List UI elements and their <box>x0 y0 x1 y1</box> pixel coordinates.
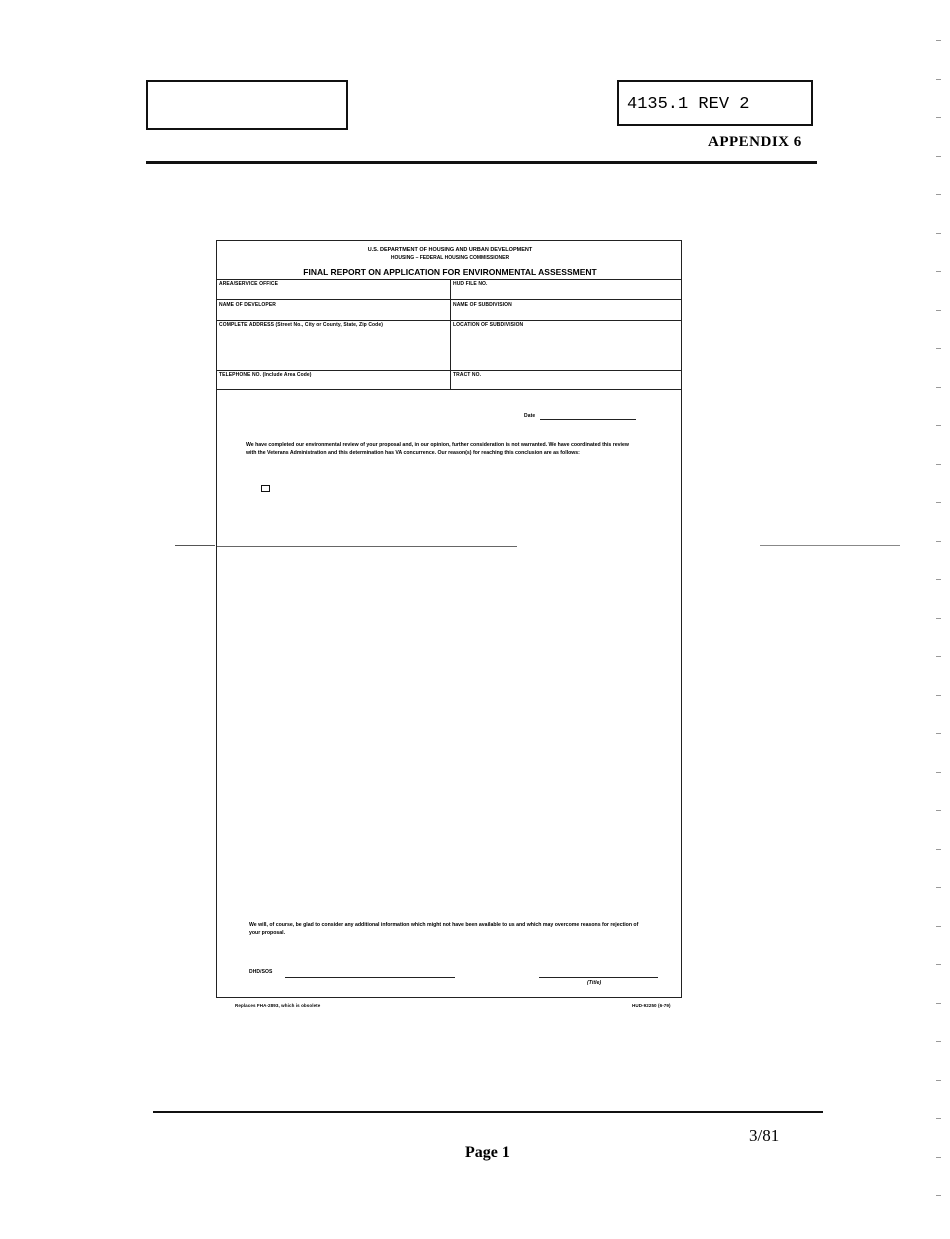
edge-tick <box>936 40 941 41</box>
edge-tick <box>936 810 941 811</box>
edge-tick <box>936 348 941 349</box>
form-rule <box>217 370 681 371</box>
edge-tick <box>936 117 941 118</box>
closing-paragraph: We will, of course, be glad to consider any additional information which might not have been available to us and which may overcome reasons for rejection of your proposal. <box>249 922 639 936</box>
title-label: (Title) <box>587 980 602 986</box>
signature-line <box>285 977 455 978</box>
edge-tick <box>936 964 941 965</box>
form-column-divider <box>450 279 451 389</box>
form-number: HUD-92250 (6-79) <box>632 1003 671 1008</box>
edge-tick <box>936 579 941 580</box>
edge-tick <box>936 618 941 619</box>
tract-label: TRACT NO. <box>453 372 482 378</box>
edge-tick <box>936 541 941 542</box>
edge-tick <box>936 1003 941 1004</box>
blank-header-box <box>146 80 348 130</box>
appendix-label: APPENDIX 6 <box>708 134 802 150</box>
edge-tick <box>936 79 941 80</box>
edge-tick <box>936 656 941 657</box>
edge-tick <box>936 156 941 157</box>
edge-tick <box>936 772 941 773</box>
edge-tick <box>936 502 941 503</box>
developer-label: NAME OF DEVELOPER <box>219 302 276 308</box>
address-label: COMPLETE ADDRESS (Street No., City or County, State, Zip Code) <box>219 322 383 328</box>
edge-tick <box>936 271 941 272</box>
edge-tick <box>936 425 941 426</box>
form-rule <box>217 389 681 390</box>
header-rule <box>146 161 817 164</box>
date-line <box>540 419 636 420</box>
edge-tick <box>936 1195 941 1196</box>
form-subdepartment: HOUSING – FEDERAL HOUSING COMMISSIONER <box>390 255 510 261</box>
edge-tick <box>936 464 941 465</box>
scan-artifact-line <box>217 546 517 547</box>
checkbox-mark <box>261 485 270 492</box>
page-label: Page 1 <box>465 1144 510 1161</box>
form-title: FINAL REPORT ON APPLICATION FOR ENVIRONMENTAL ASSESSMENT <box>303 267 597 277</box>
hud-file-label: HUD FILE NO. <box>453 281 488 287</box>
form-department: U.S. DEPARTMENT OF HOUSING AND URBAN DEVELOPMENT <box>367 247 533 253</box>
edge-tick <box>936 695 941 696</box>
edge-tick <box>936 849 941 850</box>
doc-number-box: 4135.1 REV 2 <box>617 80 813 126</box>
form-rule <box>217 320 681 321</box>
edge-tick <box>936 926 941 927</box>
edge-tick <box>936 1080 941 1081</box>
edge-tick <box>936 733 941 734</box>
form-rule <box>217 299 681 300</box>
edge-tick <box>936 1118 941 1119</box>
replaces-note: Replaces FHA-2893, which is obsolete <box>235 1003 321 1008</box>
edge-tick <box>936 387 941 388</box>
scan-artifact-line <box>175 545 215 546</box>
edge-tick <box>936 194 941 195</box>
edge-tick <box>936 1157 941 1158</box>
signature-label: DHD/SOS <box>249 969 273 975</box>
edge-tick <box>936 310 941 311</box>
edge-tick <box>936 887 941 888</box>
edge-tick <box>936 233 941 234</box>
body-paragraph: We have completed our environmental review of your proposal and, in our opinion, further consideration is not warranted. We have coordinated this review with the Veterans Administration and this determination has VA concurrence. Our reason(s) for reaching this conclusion are as follows: <box>246 442 629 456</box>
area-office-label: AREA/SERVICE OFFICE <box>219 281 279 287</box>
footer-date: 3/81 <box>749 1126 780 1145</box>
form-rule <box>217 279 681 280</box>
scan-artifact-line <box>760 545 900 546</box>
embedded-form <box>216 240 682 998</box>
telephone-label: TELEPHONE NO. (Include Area Code) <box>219 372 312 378</box>
date-label: Date <box>524 413 536 419</box>
title-line <box>539 977 658 978</box>
subdivision-label: NAME OF SUBDIVISION <box>453 302 512 308</box>
footer-rule <box>153 1111 823 1113</box>
location-label: LOCATION OF SUBDIVISION <box>453 322 524 328</box>
edge-tick <box>936 1041 941 1042</box>
